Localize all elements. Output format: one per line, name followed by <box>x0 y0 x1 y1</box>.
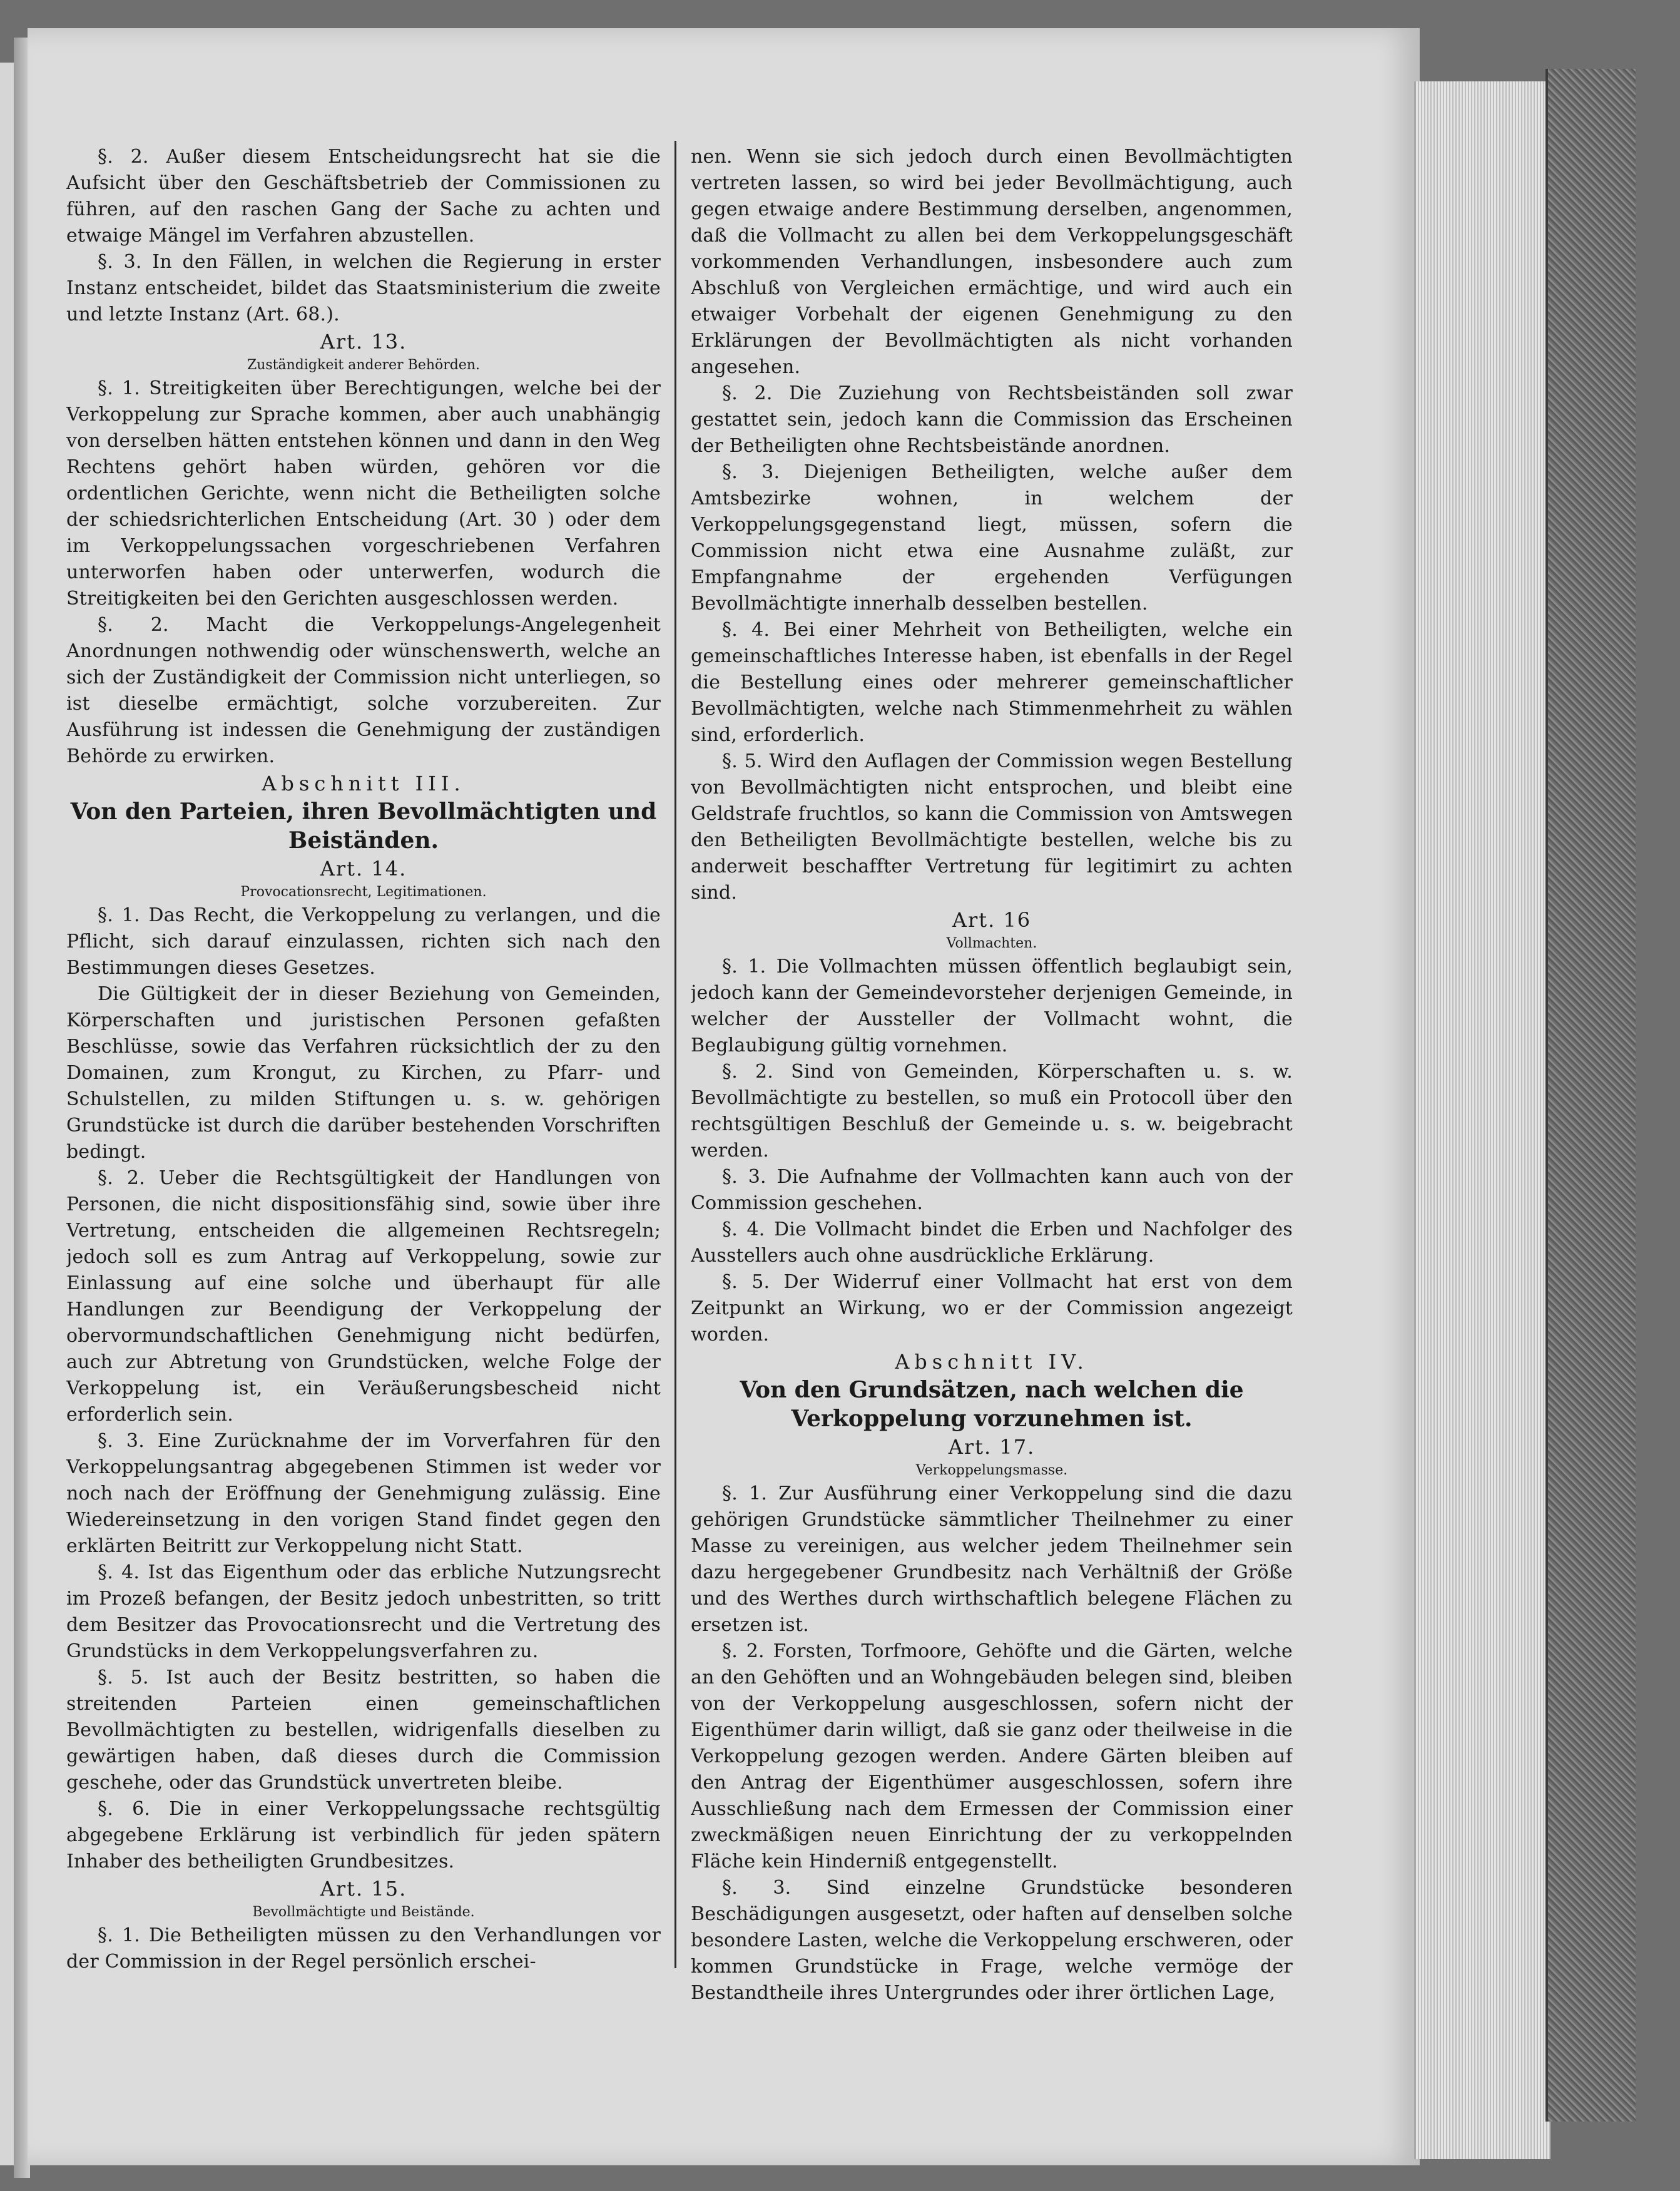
right-paragraph: §. 2. Forsten, Torfmoore, Gehöfte und die Gärten, welche an den Gehöften und an Wohngebäuden belegen sind, bleiben von der Verkoppelung ausgeschlossen, sofern nicht der Eigenthümer darin willigt, daß sie ganz oder theilweise in die Verkoppelung gezogen werden. Andere Gärten bleiben auf den Antrag der Eigenthümer ausgeschlossen, sofern ihre Ausschließung nach dem Ermessen der Commission einer zweckmäßigen neuen Einrichtung der zu verkoppelnden Fläche kein Hinderniß entgegenstellt. <box>691 1640 1293 1872</box>
right-paragraph: §. 1. Die Vollmachten müssen öffentlich beglaubigt sein, jedoch kann der Gemeindevorsteher derjenigen Gemeinde, in welcher der Aussteller der Vollmacht wohnt, die Beglaubigung gültig vornehmen. <box>691 956 1293 1056</box>
left-article-heading: Art. 14. <box>320 857 407 881</box>
right-article-heading: Art. 16 <box>952 908 1032 932</box>
right-continued-paragraph: nen. Wenn sie sich jedoch durch einen Bevollmächtigten vertreten lassen, so wird bei jeder Bevollmächtigung, auch gegen etwaige andere Bestimmung derselben, angenommen, daß die Vollmacht zu allen bei dem Verkoppelungsgeschäft vorkommenden Verhandlungen, insbesondere auch zum Abschluß von Vergleichen ermächtige, und wird auch ein etwaiger Vorbehalt der eigenen Genehmigung zu den Erklärungen der Bevollmächtigten als nicht vorhanden angesehen. <box>691 146 1293 378</box>
left-section-title: Von den Parteien, ihren Bevollmächtigten und Beiständen. <box>70 799 657 854</box>
left-article-subtitle: Provocationsrecht, Legitimationen. <box>240 884 487 900</box>
left-article-heading: Art. 13. <box>320 330 407 354</box>
left-text-column <box>66 144 661 2040</box>
right-paragraph: §. 3. Sind einzelne Grundstücke besonderen Beschädigungen ausgesetzt, oder haften auf denselben solche besondere Lasten, welche die Verkoppelung erschweren, oder kommen Grundstücke in Frage, welche vermöge der Bestandtheile ihres Untergrundes oder ihrer örtlichen Lage, <box>691 1877 1293 2004</box>
right-article-subtitle: Vollmachten. <box>946 936 1037 951</box>
left-section-label: Abschnitt III. <box>262 772 466 795</box>
left-paragraph: §. 2. Ueber die Rechtsgültigkeit der Handlungen von Personen, die nicht dispositionsfähig sind, sowie über ihre Vertretung, entscheiden die allgemeinen Rechtsregeln; jedoch soll es zum Antrag auf Verkoppelung, sowie zur Einlassung auf eine solche und überhaupt für alle Handlungen zur Beendigung der Verkoppelung der obervormundschaftlichen Genehmigung nicht bedürfen, auch zur Abtretung von Grundstücken, welche Folge der Verkoppelung ist, ein Veräußerungsbescheid nicht erforderlich sein. <box>66 1167 661 1426</box>
left-paragraph: §. 5. Ist auch der Besitz bestritten, so haben die streitenden Parteien einen gemeinschaftlichen Bevollmächtigten zu bestellen, widrigenfalls dieselben zu gewärtigen haben, daß dieses durch die Commission geschehe, oder das Grundstück unvertreten bleibe. <box>66 1667 661 1794</box>
facing-page-edge <box>0 63 15 2165</box>
left-paragraph: §. 1. Die Betheiligten müssen zu den Verhandlungen vor der Commission in der Regel persönlich erschei- <box>66 1924 661 1973</box>
right-section-label: Abschnitt IV. <box>895 1350 1089 1374</box>
right-paragraph: §. 3. Diejenigen Betheiligten, welche außer dem Amtsbezirke wohnen, in welchem der Verkoppelungsgegenstand liegt, müssen, sofern die Commission nicht etwa eine Ausnahme zuläßt, zur Empfangnahme der ergehenden Verfügungen Bevollmächtigte innerhalb desselben bestellen. <box>691 461 1293 615</box>
left-paragraph: Die Gültigkeit der in dieser Beziehung von Gemeinden, Körperschaften und juristischen Personen gefaßten Beschlüsse, sowie das Verfahren rücksichtlich der zu den Domainen, zum Krongut, zu Kirchen, zu Pfarr- und Schulstellen, zu milden Stiftungen u. s. w. gehörigen Grundstücke ist durch die darüber bestehenden Vorschriften bedingt. <box>66 983 661 1163</box>
right-section-title: Von den Grundsätzen, nach welchen die Verkoppelung vorzunehmen ist. <box>740 1377 1244 1432</box>
right-paragraph: §. 1. Zur Ausführung einer Verkoppelung sind die dazu gehörigen Grundstücke sämmtlicher Theilnehmer zu einer Masse zu vereinigen, aus welcher jedem Theilnehmer sein dazu hergegebener Grundbesitz nach Verhältniß der Größe und des Werthes durch wirthschaftlich belegene Flächen zu ersetzen ist. <box>691 1483 1293 1636</box>
right-text-column <box>691 144 1293 2040</box>
right-article-heading: Art. 17. <box>948 1435 1036 1459</box>
right-paragraph: §. 2. Die Zuziehung von Rechtsbeiständen soll zwar gestattet sein, jedoch kann die Commission das Erscheinen der Betheiligten ohne Rechtsbeistände anordnen. <box>691 382 1293 457</box>
right-paragraph: §. 4. Die Vollmacht bindet die Erben und Nachfolger des Ausstellers auch ohne ausdrückliche Erklärung. <box>691 1218 1293 1267</box>
left-paragraph: §. 2. Macht die Verkoppelungs-Angelegenheit Anordnungen nothwendig oder wünschenswerth, welche an sich der Zuständigkeit der Commission nicht unterliegen, so ist dieselbe ermächtigt, solche vorzubereiten. Zur Ausführung ist indessen die Genehmigung der zuständigen Behörde zu erwirken. <box>66 614 661 767</box>
right-article-subtitle: Verkoppelungsmasse. <box>915 1463 1068 1478</box>
left-paragraph: §. 3. In den Fällen, in welchen die Regierung in erster Instanz entscheidet, bildet das Staatsministerium die zweite und letzte Instanz (Art. 68.). <box>66 251 661 325</box>
left-article-heading: Art. 15. <box>320 1877 407 1901</box>
right-paragraph: §. 4. Bei einer Mehrheit von Betheiligten, welche ein gemeinschaftliches Interesse haben, ist ebenfalls in der Regel die Bestellung eines oder mehrerer gemeinschaftlicher Bevollmächtigten, welche nach Stimmenmehrheit zu wählen sind, erforderlich. <box>691 619 1293 746</box>
right-paragraph: §. 5. Der Widerruf einer Vollmacht hat erst von dem Zeitpunkt an Wirkung, wo er der Commission angezeigt worden. <box>691 1271 1293 1346</box>
right-paragraph: §. 3. Die Aufnahme der Vollmachten kann auch von der Commission geschehen. <box>691 1166 1293 1214</box>
book-cover-edge <box>1545 69 1636 2122</box>
left-paragraph: §. 1. Das Recht, die Verkoppelung zu verlangen, und die Pflicht, sich darauf einzulassen, richten sich nach den Bestimmungen dieses Gesetzes. <box>66 904 661 979</box>
left-paragraph: §. 4. Ist das Eigenthum oder das erbliche Nutzungsrecht im Prozeß befangen, der Besitz jedoch unbestritten, so tritt dem Besitzer das Provocationsrecht und die Vertretung des Grundstücks in dem Verkoppelungsverfahren zu. <box>66 1561 661 1662</box>
right-paragraph: §. 2. Sind von Gemeinden, Körperschaften u. s. w. Bevollmächtigte zu bestellen, so muß ein Protocoll über den rechtsgültigen Beschluß der Gemeinde u. s. w. beigebracht werden. <box>691 1061 1293 1162</box>
left-paragraph: §. 6. Die in einer Verkoppelungssache rechtsgültig abgegebene Erklärung ist verbindlich für jeden spätern Inhaber des betheiligten Grundbesitzes. <box>66 1798 661 1872</box>
left-paragraph: §. 1. Streitigkeiten über Berechtigungen, welche bei der Verkoppelung zur Sprache kommen, aber auch unabhängig von derselben hätten entstehen können und dann in den Weg Rechtens gehört haben würden, gehören vor die ordentlichen Gerichte, wenn nicht die Betheiligten solche der schiedsrichterlichen Entscheidung (Art. 30 ) oder dem im Verkoppelungssachen vorgeschriebenen Verfahren unterworfen haben oder unterwerfen, wodurch die Streitigkeiten bei den Gerichten ausgeschlossen werden. <box>66 377 661 610</box>
left-article-subtitle: Bevollmächtigte und Beistände. <box>252 1904 475 1920</box>
left-article-subtitle: Zuständigkeit anderer Behörden. <box>247 357 481 373</box>
left-paragraph: §. 2. Außer diesem Entscheidungsrecht hat sie die Aufsicht über den Geschäftsbetrieb der Commissionen zu führen, auf den raschen Gang der Sache zu achten und etwaige Mängel im Verfahren abzustellen. <box>66 146 661 247</box>
column-divider <box>675 141 676 1968</box>
left-paragraph: §. 3. Eine Zurücknahme der im Vorverfahren für den Verkoppelungsantrag abgegebenen Stimmen ist weder vor noch nach der Eröffnung der Genehmigung zulässig. Eine Wiedereinsetzung in den vorigen Stand findet gegen den erklärten Beitritt zur Verkoppelung nicht Statt. <box>66 1430 661 1557</box>
page-block-edges <box>1414 81 1550 2159</box>
right-paragraph: §. 5. Wird den Auflagen der Commission wegen Bestellung von Bevollmächtigten nicht entsprochen, und bleibt eine Geldstrafe fruchtlos, so kann die Commission von Amtswegen den Betheiligten Bevollmächtigte bestellen, welche bis zu anderweit beschaffter Vertretung für legitimirt zu achten sind. <box>691 750 1293 904</box>
